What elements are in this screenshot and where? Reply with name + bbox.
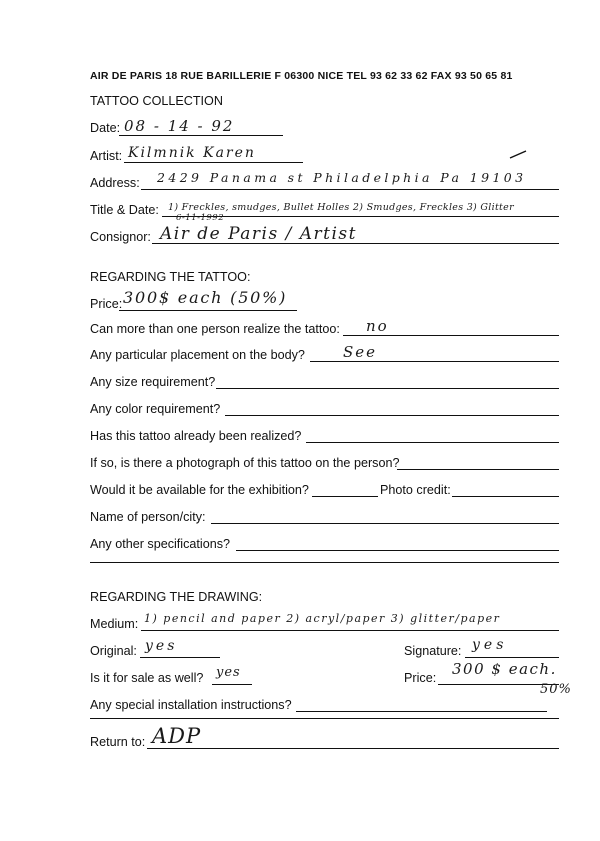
drawing-price-value: 300 $ each. (452, 660, 557, 678)
drawing-heading: REGARDING THE DRAWING: (90, 590, 263, 604)
original-line (140, 657, 220, 658)
consignor-label: Consignor: (90, 230, 151, 244)
more-than-one-line (343, 335, 559, 336)
for-sale-line (212, 684, 252, 685)
tattoo-price-label: Price: (90, 297, 123, 311)
drawing-price-label: Price: (404, 671, 437, 685)
check-mark-icon (508, 148, 528, 160)
title-date-label: Title & Date: (90, 203, 159, 217)
name-city-label: Name of person/city: (90, 510, 206, 524)
address-label: Address: (90, 176, 140, 190)
for-sale-label: Is it for sale as well? (90, 671, 204, 685)
date-value: 08 - 14 - 92 (124, 117, 235, 135)
artist-value: Kilmnik Karen (128, 145, 256, 161)
more-than-one-label: Can more than one person realize the tattoo: (90, 322, 340, 336)
artist-label: Artist: (90, 149, 123, 163)
tattoo-price-value: 300$ each (50%) (123, 288, 288, 307)
other-specs-label: Any other specifications? (90, 537, 231, 551)
other-specs-line (236, 550, 559, 551)
photograph-label: If so, is there a photograph of this tattoo on the person? (90, 456, 400, 470)
tattoo-price-line (119, 310, 297, 311)
exhibition-line (312, 496, 378, 497)
return-to-line (147, 748, 559, 749)
color-line (225, 415, 559, 416)
date-label: Date: (90, 121, 121, 135)
date-line (119, 135, 283, 136)
return-to-label: Return to: (90, 735, 146, 749)
photo-credit-line (452, 496, 559, 497)
color-label: Any color requirement? (90, 402, 221, 416)
letterhead: AIR DE PARIS 18 RUE BARILLERIE F 06300 NICE TEL 93 62 33 62 FAX 93 50 65 81 (90, 70, 513, 82)
signature-value: yes (472, 637, 508, 653)
address-line (141, 189, 559, 190)
name-city-line (211, 523, 559, 524)
drawing-price-note: 50% (540, 682, 572, 697)
installation-line (296, 711, 547, 712)
installation-extra-line (90, 718, 559, 719)
for-sale-value: yes (216, 665, 241, 680)
address-value: 2429 Panama st Philadelphia Pa 19103 (157, 170, 527, 185)
tattoo-heading: REGARDING THE TATTOO: (90, 270, 251, 284)
other-specs-extra-line (90, 562, 559, 563)
medium-label: Medium: (90, 617, 139, 631)
exhibition-label: Would it be available for the exhibition? (90, 483, 309, 497)
medium-value: 1) pencil and paper 2) acryl/paper 3) glitter/paper (144, 612, 501, 625)
installation-label: Any special installation instructions? (90, 698, 292, 712)
realized-line (306, 442, 559, 443)
medium-line (141, 630, 559, 631)
realized-label: Has this tattoo already been realized? (90, 429, 302, 443)
return-to-value: ADP (152, 724, 202, 748)
artist-line (124, 162, 303, 163)
signature-line (465, 657, 559, 658)
size-line (216, 388, 559, 389)
title-date-value: 1) Freckles, smudges, Bullet Holles 2) Smudges, Freckles 3) Glitter (168, 202, 514, 213)
consignor-value: Air de Paris / Artist (160, 224, 357, 244)
signature-label: Signature: (404, 644, 462, 658)
photo-credit-label: Photo credit: (380, 483, 451, 497)
more-than-one-value: no (366, 317, 389, 335)
photograph-line (397, 469, 559, 470)
placement-value: See (343, 343, 378, 361)
size-label: Any size requirement? (90, 375, 216, 389)
placement-line (310, 361, 559, 362)
title-date-note: 6-11-1992 (176, 213, 225, 223)
original-label: Original: (90, 644, 137, 658)
placement-label: Any particular placement on the body? (90, 348, 305, 362)
form-title: TATTOO COLLECTION (90, 94, 223, 108)
original-value: yes (145, 638, 178, 654)
